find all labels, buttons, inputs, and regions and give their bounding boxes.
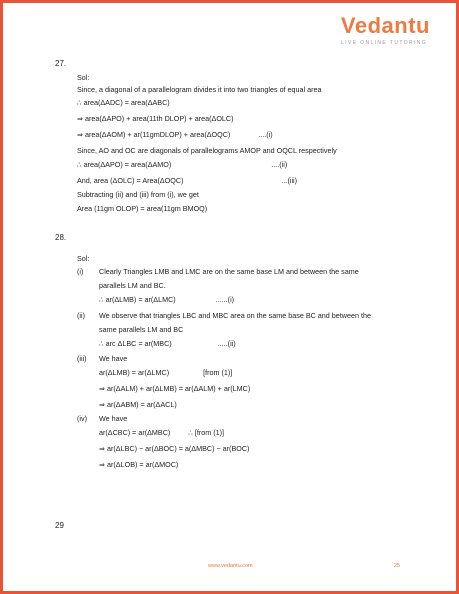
q27-line-4: ⇒ area(ΔAOM) + ar(11gmDLOP) + area(ΔOQC) ....(i) xyxy=(77,130,273,139)
q28-part-iv-line-3: ⇒ ar(ΔLOB) = ar(ΔMOC) xyxy=(99,460,179,469)
q27-line-8: Subtracting (ii) and (iii) from (i), we get xyxy=(77,190,199,199)
q28-part-iv-line-0: We have xyxy=(99,414,128,423)
q27-line-2: ∴ area(ΔADC) = area(ΔABC) xyxy=(77,98,170,107)
q28-part-ii-line-2: ∴ arc ΔLBC = ar(MBC) .....(ii) xyxy=(99,339,236,348)
q28-part-iii-line-3: ⇒ ar(ΔABM) = ar(ΔACL) xyxy=(99,400,177,409)
q27-line-6: ∴ area(ΔAPO) = area(ΔAMO) ....(ii) xyxy=(77,160,288,169)
q28-part-i-label: (i) xyxy=(77,267,84,276)
q27-line-3: ⇒ area(ΔAPO) + area(11th DLOP) + area(ΔOLC) xyxy=(77,114,234,123)
q27-sol-label: Sol: xyxy=(77,73,90,82)
q28-part-iv-ref: ∴ [from (1)] xyxy=(188,428,225,437)
q28-part-iv-label: (iv) xyxy=(77,414,87,423)
logo-tagline: LIVE ONLINE TUTORING xyxy=(340,40,428,46)
q28-part-iv-line-2: ⇒ ar(ΔLBC) − ar(ΔBOC) = a(ΔMBC) − ar(BOC) xyxy=(99,444,250,453)
question-29-number: 29 xyxy=(55,521,64,530)
vedantu-logo xyxy=(341,13,430,46)
q28-part-iii-ref: [from (1)] xyxy=(203,368,233,377)
q27-ref-i: ....(i) xyxy=(258,130,273,139)
q28-part-iii-line-2: ⇒ ar(ΔALM) + ar(ΔLMB) = ar(ΔALM) + ar(LMC) xyxy=(99,384,251,393)
question-27-number: 27. xyxy=(55,59,67,68)
q28-part-i-line-1: parallels LM and BC. xyxy=(99,281,166,290)
q28-sol-label: Sol: xyxy=(77,254,90,263)
q28-part-ii-ref: .....(ii) xyxy=(217,339,236,348)
question-28-number: 28. xyxy=(55,233,67,242)
q27-line-9: Area (11gm OLOP) = area(11gm BMOQ) xyxy=(77,204,208,213)
q28-part-i-line-2: ∴ ar(ΔLMB) = ar(ΔLMC) ......(i) xyxy=(99,295,235,304)
q27-ref-ii: ....(ii) xyxy=(271,160,288,169)
q28-part-iv-line-1: ar(ΔCBC) = ar(ΔMBC) ∴ [from (1)] xyxy=(99,428,225,437)
q28-part-iii-line-0: We have xyxy=(99,354,128,363)
q27-line-1: Since, a diagonal of a parallelogram divides it into two triangles of equal area xyxy=(77,85,322,94)
q27-ref-iii: ...(iii) xyxy=(281,176,298,185)
q28-part-ii-label: (ii) xyxy=(77,311,85,320)
q27-line-5: Since, AO and OC are diagonals of parallelograms AMOP and OQCL respectively xyxy=(77,146,337,155)
q28-part-i-ref: ......(i) xyxy=(215,295,235,304)
q28-part-ii-line-0: We observe that triangles LBC and MBC area on the same base BC and between the xyxy=(99,311,371,320)
footer-url: www.vedantu.com xyxy=(208,563,253,569)
q28-part-ii-line-1: same parallels LM and BC xyxy=(99,325,184,334)
logo-brand: Vedantu xyxy=(340,13,430,38)
q27-line-7: And, area (ΔOLC) = Area(ΔOQC) ...(iii) xyxy=(77,176,298,185)
footer-page-number: 25 xyxy=(393,563,400,569)
q28-part-iii-label: (iii) xyxy=(77,354,87,363)
q28-part-iii-line-1: ar(ΔLMB) = ar(ΔLMC) [from (1)] xyxy=(99,368,233,377)
q28-part-i-line-0: Clearly Triangles LMB and LMC are on the same base LM and between the same xyxy=(99,267,359,276)
